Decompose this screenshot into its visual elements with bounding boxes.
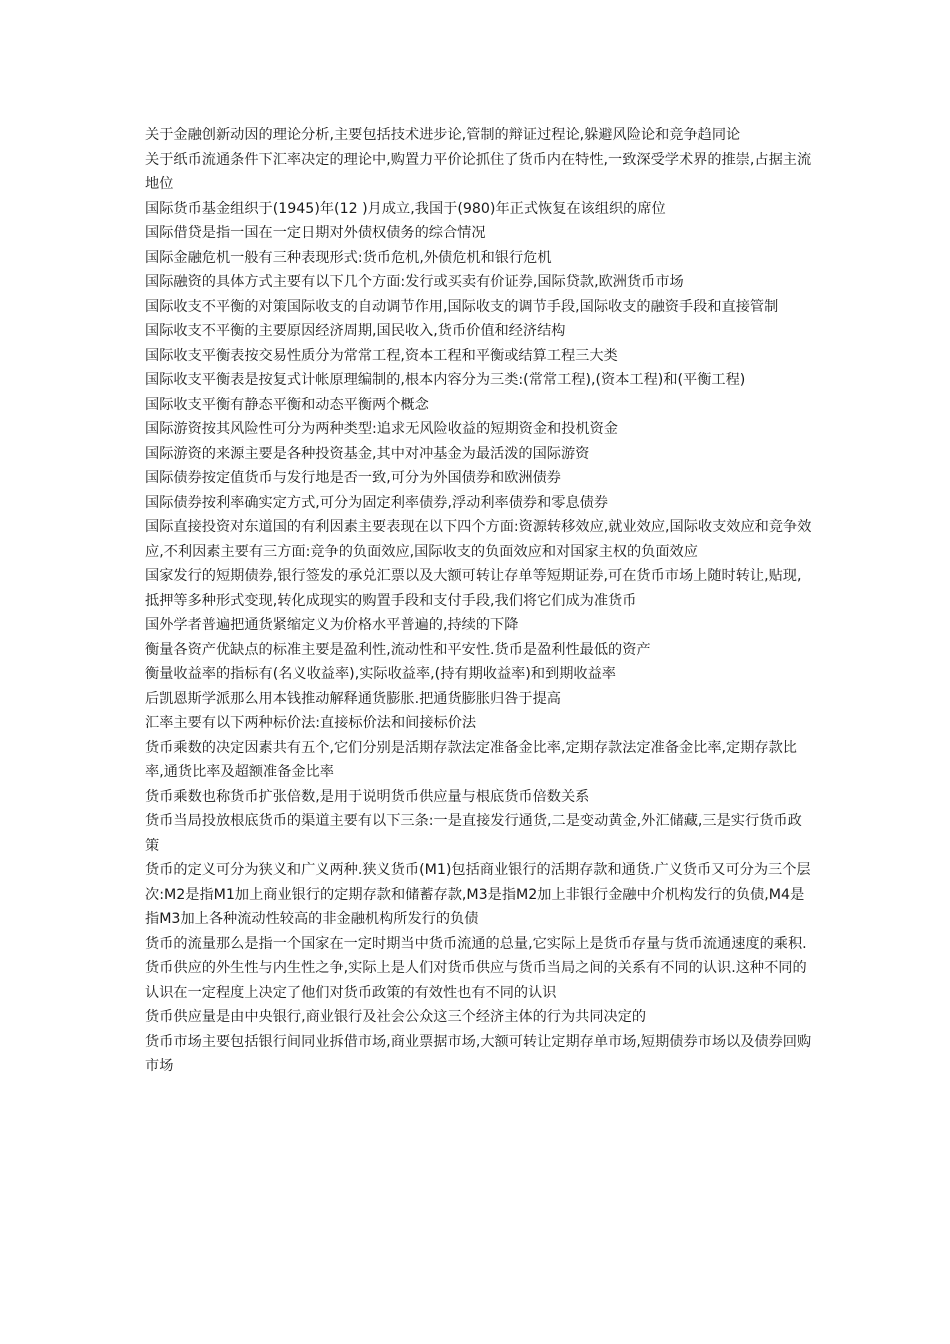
paragraph: 国际收支平衡有静态平衡和动态平衡两个概念 [145,396,429,413]
paragraph: 货币供应的外生性与内生性之争,实际上是人们对货币供应与货币当局之间的关系有不同的认识.这种不同的认识在一定程度上决定了他们对货币政策的有效性也有不同的认识 [145,960,807,1001]
paragraph: 国际收支平衡表按交易性质分为常常工程,资本工程和平衡或结算工程三大类 [145,347,618,364]
paragraph: 国际收支平衡表是按复式计帐原理编制的,根本内容分为三类:(常常工程),(资本工程)和(平衡工程) [145,372,746,388]
paragraph: 国际融资的具体方式主要有以下几个方面:发行或买卖有价证券,国际贷款,欧洲货币市场 [145,274,684,290]
paragraph: 国外学者普遍把通货紧缩定义为价格水平普遍的,持续的下降 [145,617,519,633]
paragraph: 货币供应量是由中央银行,商业银行及社会公众这三个经济主体的行为共同决定的 [145,1009,647,1025]
paragraph: 衡量收益率的指标有(名义收益率),实际收益率,(持有期收益率)和到期收益率 [145,666,616,682]
paragraph: 国际收支不平衡的对策国际收支的自动调节作用,国际收支的调节手段,国际收支的融资手段和直接管制 [145,298,779,315]
paragraph: 货币的定义可分为狭义和广义两种.狭义货币(M1)包括商业银行的活期存款和通货.广义货币又可分为三个层次:M2是指M1加上商业银行的定期存款和储蓄存款,M3是指M2加上非银行金融中介机构发行的负债,M4是指M3加上各种流动性较高的非金融机构所发行的负债 [145,862,811,927]
document-body [145,123,815,1079]
paragraph: 关于金融创新动因的理论分析,主要包括技术进步论,管制的辩证过程论,躲避风险论和竞争趋同论 [145,127,741,143]
paragraph: 国际借贷是指一国在一定日期对外债权债务的综合情况 [145,225,486,241]
paragraph: 货币市场主要包括银行间同业拆借市场,商业票据市场,大额可转让定期存单市场,短期债券市场以及债券回购市场 [145,1033,812,1074]
paragraph: 货币当局投放根底货币的渠道主要有以下三条:一是直接发行通货,二是变动黄金,外汇储藏,三是实行货币政策 [145,813,802,854]
paragraph: 后凯恩斯学派那么用本钱推动解释通货膨胀.把通货膨胀归咎于提高 [145,690,561,707]
paragraph: 国际收支不平衡的主要原因经济周期,国民收入,货币价值和经济结构 [145,323,566,339]
paragraph: 货币乘数的决定因素共有五个,它们分别是活期存款法定准备金比率,定期存款法定准备金比率,定期存款比率,通货比率及超额准备金比率 [145,739,797,780]
paragraph: 国际债券按定值货币与发行地是否一致,可分为外国债券和欧洲债券 [145,470,561,486]
paragraph: 国际金融危机一般有三种表现形式:货币危机,外债危机和银行危机 [145,249,552,266]
paragraph: 国家发行的短期债券,银行签发的承兑汇票以及大额可转让存单等短期证券,可在货币市场上随时转让,贴现,抵押等多种形式变现,转化成现实的购置手段和支付手段,我们将它们成为准货币 [145,568,802,609]
paragraph: 汇率主要有以下两种标价法:直接标价法和间接标价法 [145,715,477,731]
paragraph: 国际货币基金组织于(1945)年(12 )月成立,我国于(980)年正式恢复在该组织的席位 [145,200,666,217]
paragraph: 衡量各资产优缺点的标准主要是盈利性,流动性和平安性.货币是盈利性最低的资产 [145,641,651,658]
paragraph: 国际游资按其风险性可分为两种类型:追求无风险收益的短期资金和投机资金 [145,421,618,437]
paragraph: 国际游资的来源主要是各种投资基金,其中对冲基金为最活泼的国际游资 [145,445,590,462]
paragraph: 国际债券按利率确实定方式,可分为固定利率债券,浮动利率债券和零息债券 [145,494,609,511]
paragraph: 货币的流量那么是指一个国家在一定时期当中货币流通的总量,它实际上是货币存量与货币流通速度的乘积. [145,935,807,952]
paragraph: 国际直接投资对东道国的有利因素主要表现在以下四个方面:资源转移效应,就业效应,国际收支效应和竞争效应,不利因素主要有三方面:竞争的负面效应,国际收支的负面效应和对国家主权的负面效应 [145,519,812,560]
paragraph: 关于纸币流通条件下汇率决定的理论中,购置力平价论抓住了货币内在特性,一致深受学术界的推崇,占据主流地位 [145,151,812,192]
paragraph: 货币乘数也称货币扩张倍数,是用于说明货币供应量与根底货币倍数关系 [145,788,590,805]
